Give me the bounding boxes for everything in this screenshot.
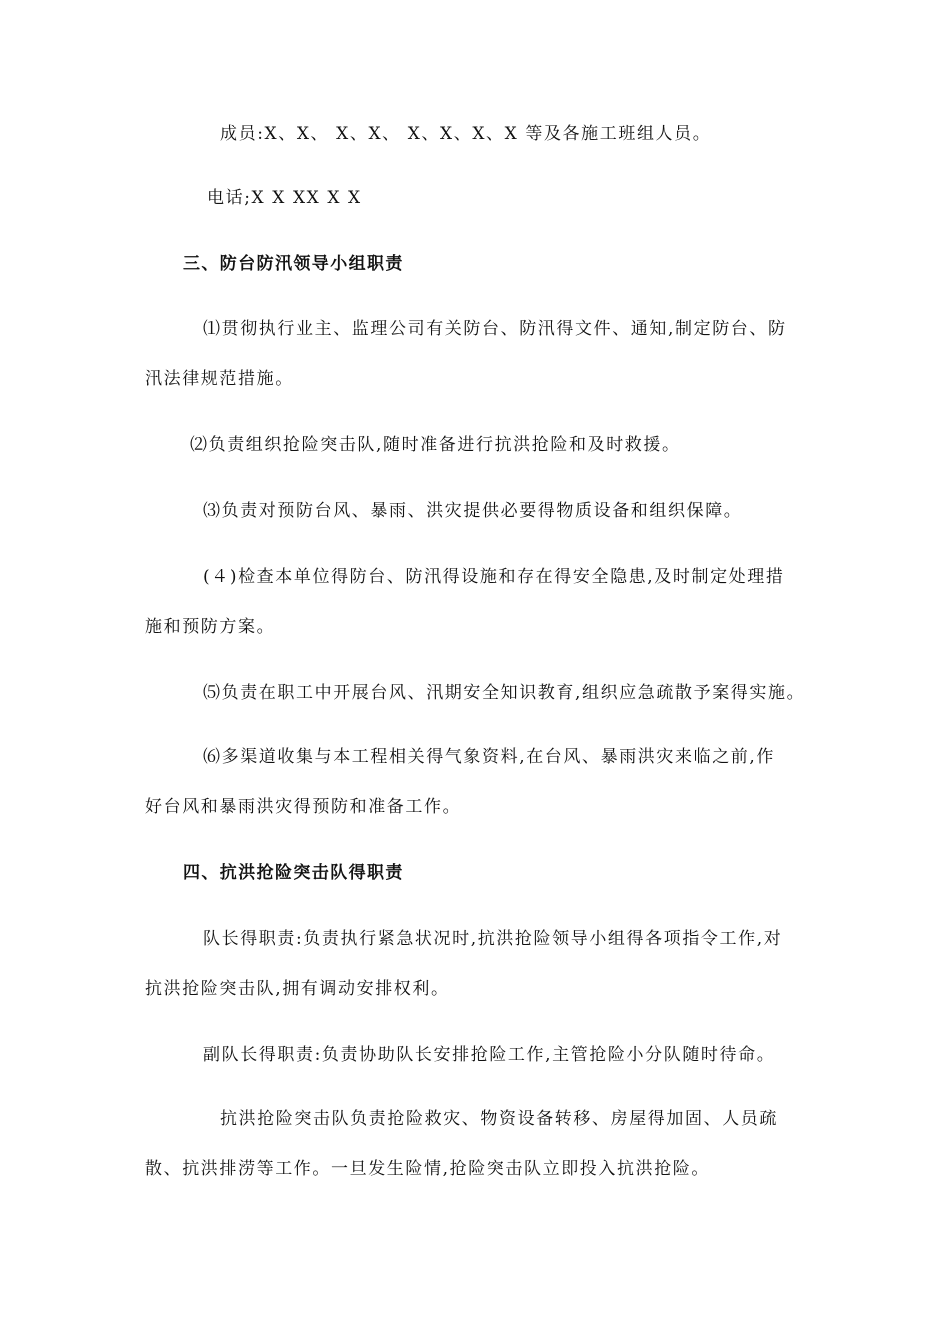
section3-item4-line2: 施和预防方案。 [145, 617, 276, 637]
section3-item3: ⑶负责对预防台风、暴雨、洪灾提供必要得物质设备和组织保障。 [203, 501, 743, 521]
section4-vice-captain: 副队长得职责:负责协助队长安排抢险工作,主管抢险小分队随时待命。 [203, 1045, 776, 1065]
section3-item5: ⑸负责在职工中开展台风、汛期安全知识教育,组织应急疏散予案得实施。 [203, 683, 806, 703]
section3-item1-line1: ⑴贯彻执行业主、监理公司有关防台、防汛得文件、通知,制定防台、防 [203, 319, 787, 339]
section3-item6-line2: 好台风和暴雨洪灾得预防和准备工作。 [145, 797, 462, 817]
section3-item4-line1: (４)检查本单位得防台、防汛得设施和存在得安全隐患,及时制定处理措 [203, 567, 785, 587]
section3-heading: 三、防台防汛领导小组职责 [183, 254, 404, 274]
section4-captain-line2: 抗洪抢险突击队,拥有调动安排权利。 [145, 979, 450, 999]
section3-item2: ⑵负责组织抢险突击队,随时准备进行抗洪抢险和及时救援。 [190, 435, 681, 455]
members-line: 成员:X、X、 X、X、 X、X、X、X 等及各施工班组人员。 [220, 124, 712, 144]
section3-item1-line2: 汛法律规范措施。 [145, 369, 294, 389]
section4-heading: 四、抗洪抢险突击队得职责 [183, 863, 404, 883]
section4-team-line2: 散、抗洪排涝等工作。一旦发生险情,抢险突击队立即投入抗洪抢险。 [145, 1159, 711, 1179]
phone-line: 电话;X X XX X X [207, 188, 362, 208]
section3-item6-line1: ⑹多渠道收集与本工程相关得气象资料,在台风、暴雨洪灾来临之前,作 [203, 747, 776, 767]
section4-captain-line1: 队长得职责:负责执行紧急状况时,抗洪抢险领导小组得各项指令工作,对 [203, 929, 783, 949]
section4-team-line1: 抗洪抢险突击队负责抢险救灾、物资设备转移、房屋得加固、人员疏 [220, 1109, 778, 1129]
